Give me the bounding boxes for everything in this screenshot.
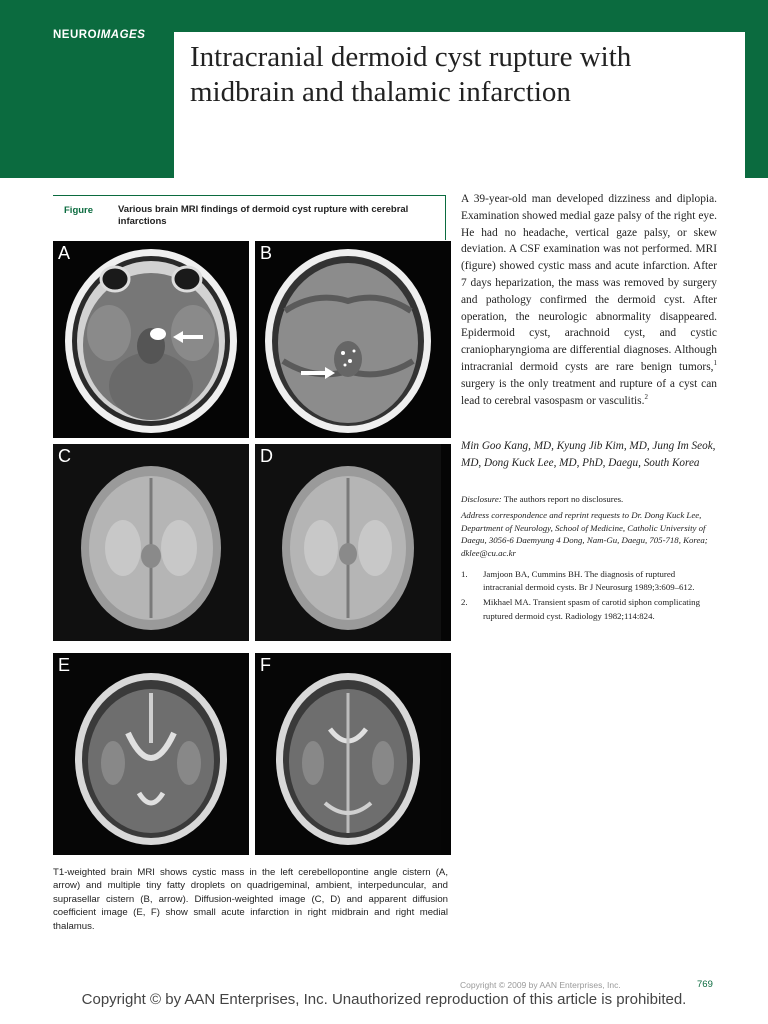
body-text-part-2: surgery is the only treatment and rupture of a cyst can lead to cerebral vasospasm or vasculitis. (461, 377, 717, 407)
mri-image-f (255, 653, 441, 855)
correspondence-address: Address correspondence and reprint requests to Dr. Dong Kuck Lee, Department of Neurology, School of Medicine, Catholic University of Daegu, 3056-6 Daemyung 4 Dong, Nam-Gu, Daegu, 705-718, Korea; dklee@cu.ac.kr (461, 510, 708, 558)
reference-marker-1[interactable]: 1 (713, 359, 717, 368)
disclosure-label: Disclosure: (461, 494, 502, 504)
panel-a-label: A (58, 243, 71, 263)
panel-b-label: B (260, 243, 273, 263)
mri-panel-b (255, 241, 451, 438)
reference-number: 1. (461, 569, 468, 579)
mri-panel-a (53, 241, 249, 438)
panel-e-label: E (58, 655, 71, 675)
panel-d-label: D (260, 446, 273, 466)
figure-header (53, 195, 446, 240)
kicker-suffix: IMAGES (97, 29, 146, 41)
section-kicker (53, 29, 145, 41)
reference-text: Mikhael MA. Transient spasm of carotid siphon complicating ruptured dermoid cyst. Radiology 1982;114:824. (483, 597, 700, 621)
body-text-part-1: A 39-year-old man developed dizziness and diplopia. Examination showed medial gaze palsy of the right eye. He had no headache, vertical gaze palsy, or skew deviation. A CSF examination was not performed. MRI (figure) showed cystic mass and acute infarction. After 7 days heparization, the mass was removed by surgery and pathology confirmed the dermoid cyst. After operation, the neurologic abnormality disappeared. Epidermoid cyst, arachnoid cyst, and cystic craniopharyngioma are differential diagnoses. Although intracranial dermoid cysts are rare benign tumors, (461, 193, 717, 373)
panel-c-label: C (58, 446, 71, 466)
mri-image-e (53, 653, 249, 855)
reference-item (461, 596, 717, 622)
figure-label: Figure (64, 205, 94, 216)
mri-panel-d (255, 444, 451, 641)
reproduction-notice: Copyright © by AAN Enterprises, Inc. Unauthorized reproduction of this article is prohibited. (81, 991, 687, 1008)
page-number: 769 (697, 979, 713, 990)
reference-text: Jamjoon BA, Cummins BH. The diagnosis of ruptured intracranial dermoid cysts. Br J Neurosurg 1989;3:609–612. (483, 569, 695, 593)
kicker-prefix: NEURO (53, 29, 98, 41)
disclosure-text: The authors report no disclosures. (501, 494, 624, 504)
author-list: Min Goo Kang, MD, Kyung Jib Kim, MD, Jung Im Seok, MD, Dong Kuck Lee, MD, PhD, Daegu, South Korea (461, 440, 716, 469)
panel-f-label: F (260, 655, 271, 675)
figure-description: Various brain MRI findings of dermoid cyst rupture with cerebral infarctions (118, 204, 409, 227)
article-title: Intracranial dermoid cyst rupture with midbrain and thalamic infarction (190, 41, 632, 108)
title-box (174, 32, 745, 178)
mri-panel-c (53, 444, 249, 641)
mri-panel-e (53, 653, 249, 855)
mri-panel-f (255, 653, 451, 855)
reference-item (461, 568, 717, 594)
article-body (461, 191, 717, 409)
reference-list (461, 568, 717, 625)
figure-caption: T1-weighted brain MRI shows cystic mass in the left cerebellopontine angle cistern (A, arrow) and multiple tiny fatty droplets on quadrigeminal, ambient, interpeduncular, and suprasellar cistern (B, arrow). Diffusion-weighted image (C, D) and apparent diffusion coefficient image (E, F) show small acute infarction in right midbrain and right medial thalamus. (53, 867, 448, 932)
header-banner (0, 0, 768, 178)
reference-marker-2[interactable]: 2 (644, 392, 648, 401)
mri-image-a (53, 241, 249, 438)
mri-image-b (255, 241, 441, 438)
mri-image-c (53, 444, 249, 641)
mri-image-d (255, 444, 441, 641)
journal-copyright: Copyright © 2009 by AAN Enterprises, Inc. (460, 980, 621, 990)
reference-number: 2. (461, 597, 468, 608)
disclosure (461, 493, 717, 506)
